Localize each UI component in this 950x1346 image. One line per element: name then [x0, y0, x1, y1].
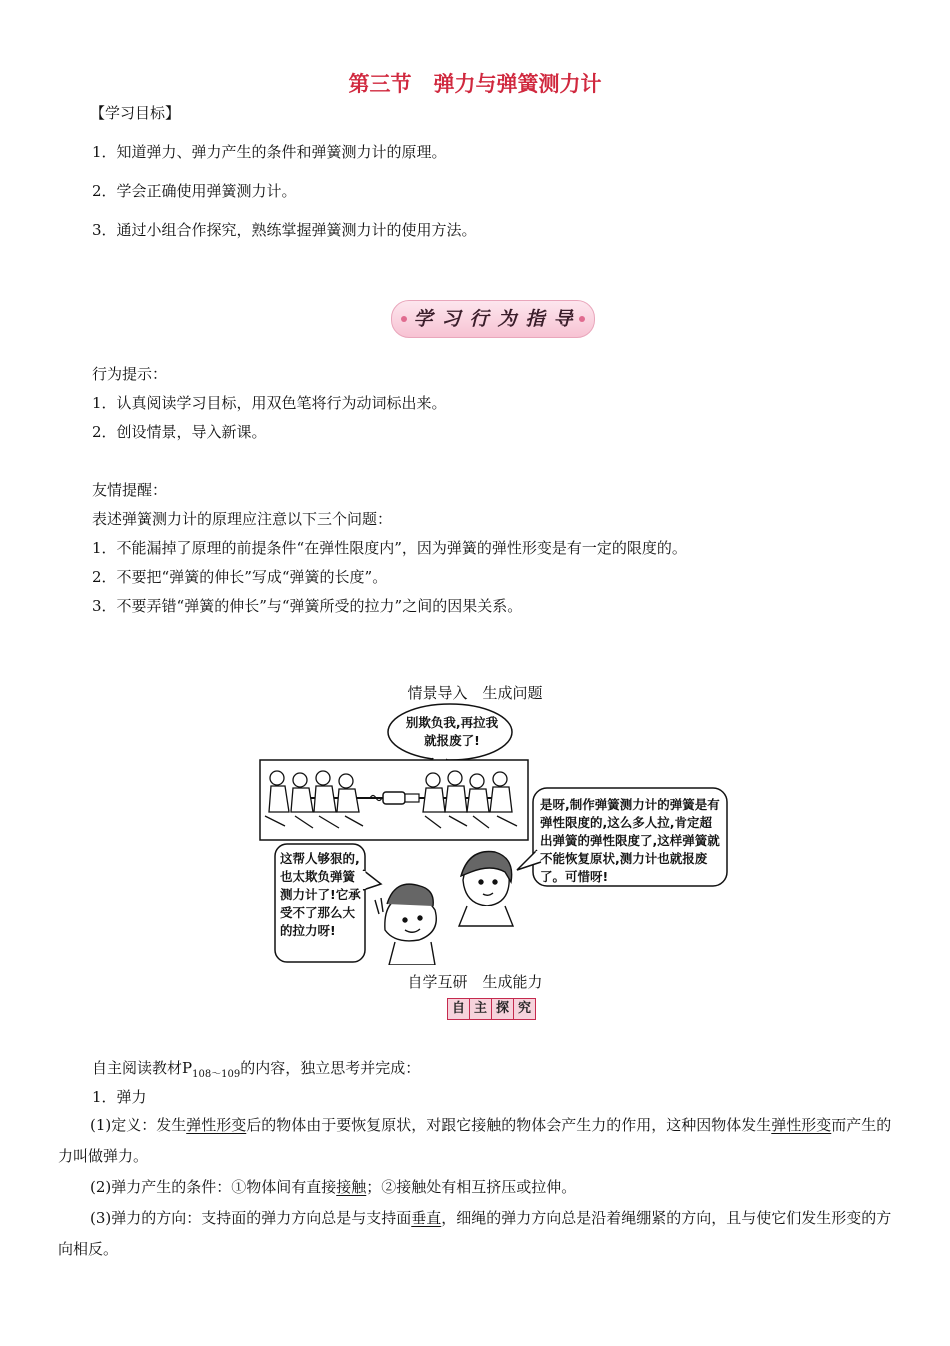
learning-guide-banner	[391, 300, 595, 338]
objective-item: 1．知道弹力、弹力产生的条件和弹簧测力计的原理。	[92, 143, 447, 161]
condition-paragraph	[58, 1172, 894, 1203]
behavior-item: 2．创设情景，导入新课。	[92, 423, 267, 441]
cond-text: ；②接触处有相互挤压或拉伸。	[366, 1178, 577, 1196]
banner-char: 行	[469, 308, 489, 330]
def-text: 而产生的力叫做弹力。	[58, 1116, 892, 1165]
boy-character	[375, 884, 436, 965]
banner-char: 导	[553, 308, 573, 330]
tag-char: 探	[492, 999, 514, 1019]
reminder-intro: 表述弹簧测力计的原理应注意以下三个问题：	[92, 510, 393, 528]
reminder-item: 3．不要弄错“弹簧的伸长”与“弹簧所受的拉力”之间的因果关系。	[92, 597, 523, 615]
tag-char: 自	[448, 999, 470, 1019]
tag-char: 主	[470, 999, 492, 1019]
def-text: 后的物体由于要恢复原状，对跟它接触的物体会产生力的作用，这种因物体发生	[246, 1116, 772, 1134]
direction-paragraph	[58, 1203, 894, 1265]
reminder-heading: 友情提醒：	[92, 481, 168, 499]
def-text: (1)定义：发生	[90, 1116, 187, 1134]
bubble-right-text: 是呀,制作弹簧测力计的弹簧是有弹性限度的,这么多人拉,肯定超出弹簧的弹性限度了,这样弹簧就不能恢复原状,测力计也就报废了。可惜呀!	[540, 797, 720, 884]
objective-item: 2．学会正确使用弹簧测力计。	[92, 182, 297, 200]
intro-text: 的内容，独立思考并完成：	[240, 1059, 421, 1077]
behavior-heading: 行为提示：	[92, 365, 168, 383]
title-topic: 弹力与弹簧测力计	[433, 72, 602, 96]
behavior-item: 1．认真阅读学习目标，用双色笔将行为动词标出来。	[92, 394, 447, 412]
self-study-intro	[92, 1058, 420, 1085]
reminder-item: 2．不要把“弹簧的伸长”写成“弹簧的长度”。	[92, 568, 388, 586]
bubble-top-text: 别欺负我,再拉我就报废了!	[405, 715, 499, 748]
intro-text: 自主阅读教材P	[92, 1059, 193, 1077]
banner-char: 学	[413, 308, 433, 330]
def-answer: 弹性形变	[771, 1116, 832, 1134]
banner-dot-icon	[579, 316, 585, 322]
scene-caption: 情景导入 生成问题	[407, 684, 543, 702]
banner-char: 为	[497, 308, 517, 330]
girl-character	[459, 852, 513, 927]
objectives-heading: 【学习目标】	[90, 104, 181, 122]
def-answer: 弹性形变	[186, 1116, 247, 1134]
cond-answer: 接触	[336, 1178, 367, 1196]
dir-answer: 垂直	[411, 1209, 442, 1227]
banner-char: 指	[525, 308, 545, 330]
bubble-left-text: 这帮人够狠的,也太欺负弹簧测力计了!它承受不了那么大的拉力呀!	[280, 851, 361, 938]
intro-page-range: 108～109	[192, 1069, 241, 1080]
title-section: 第三节	[348, 72, 412, 96]
banner-char: 习	[441, 308, 461, 330]
tag-char: 究	[514, 999, 535, 1019]
self-study-caption: 自学互研 生成能力	[407, 973, 543, 991]
elastic-force-heading: 1．弹力	[92, 1088, 147, 1106]
objective-item: 3．通过小组合作探究，熟练掌握弹簧测力计的使用方法。	[92, 221, 477, 239]
definition-paragraph	[58, 1110, 894, 1172]
reminder-item: 1．不能漏掉了原理的前提条件“在弹性限度内”，因为弹簧的弹性形变是有一定的限度的。	[92, 539, 687, 557]
page-title	[0, 68, 950, 98]
dir-text: (3)弹力的方向：支持面的弹力方向总是与支持面	[90, 1209, 412, 1227]
self-explore-tag	[447, 998, 536, 1020]
cond-text: (2)弹力产生的条件：①物体间有直接	[90, 1178, 337, 1196]
dir-text: ，细绳的弹力方向总是沿着绳绷紧的方向，且与使它们发生形变的方向相反。	[58, 1209, 892, 1258]
banner-dot-icon	[401, 316, 407, 322]
